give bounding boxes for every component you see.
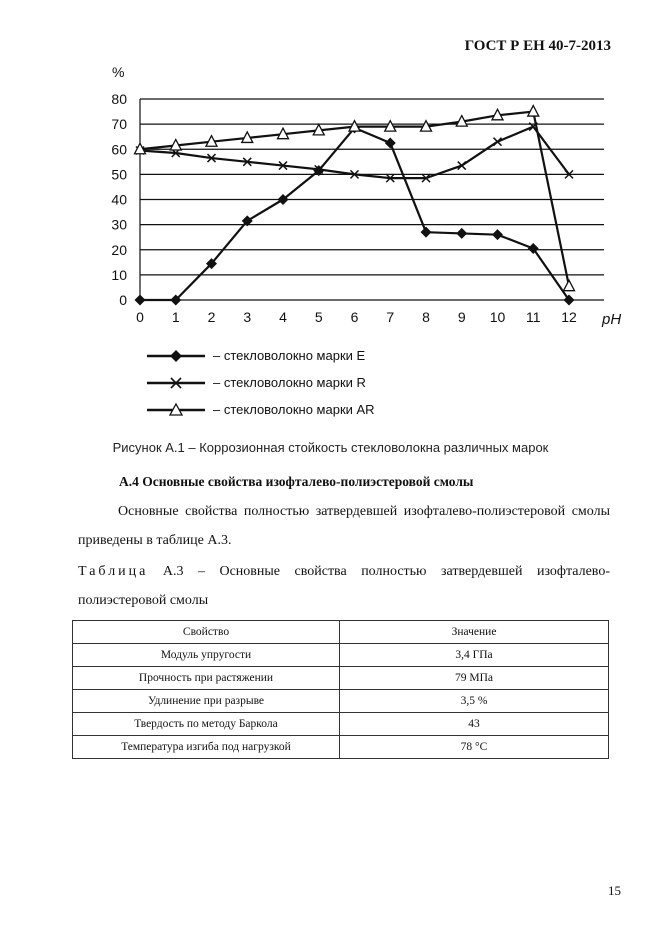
property-cell: Удлинение при разрыве (73, 690, 340, 713)
y-tick-label: 70 (111, 116, 127, 133)
cross-marker-icon (145, 375, 207, 391)
x-axis-label: pH (602, 311, 622, 328)
x-tick-label: 4 (279, 309, 287, 325)
property-cell: Модуль упругости (73, 644, 340, 667)
legend-label-e: – стекловолокно марки E (213, 348, 366, 363)
data-point (492, 229, 503, 240)
data-point (421, 227, 432, 238)
table-title-rest: А.3 – Основные свойства полностью затвердевшей изофталево-полиэстеровой смолы (78, 564, 610, 608)
y-axis-label: % (112, 64, 125, 80)
chart-legend (145, 342, 485, 423)
table-row (73, 690, 609, 713)
legend-item-r (145, 369, 485, 396)
body-paragraph: Основные свойства полностью затвердевшей изофталево-полиэстеровой смолы приведены в таблице А.3. (78, 504, 610, 548)
column-header-value: Значение (340, 621, 609, 644)
value-cell: 43 (340, 713, 609, 736)
series-line-1 (140, 127, 569, 179)
series-line-0 (140, 128, 569, 300)
legend-item-e (145, 342, 485, 369)
x-tick-label: 3 (243, 309, 252, 325)
triangle-marker-icon (145, 402, 207, 418)
property-cell: Температура изгиба под нагрузкой (73, 736, 340, 759)
diamond-marker-icon (145, 348, 207, 364)
page-number: 15 (608, 883, 621, 898)
table-title (78, 557, 610, 615)
legend-label-ar: – стекловолокно марки AR (213, 402, 375, 417)
table-row (73, 644, 609, 667)
figure-caption: Рисунок А.1 – Коррозионная стойкость стекловолокна различных марок (112, 440, 549, 455)
x-tick-label: 12 (561, 309, 577, 325)
x-tick-label: 0 (136, 309, 144, 325)
x-tick-label: 10 (489, 309, 506, 325)
section-title: А.4 Основные свойства изофталево-полиэстеровой смолы (119, 474, 474, 489)
document-header: ГОСТ Р ЕН 40-7-2013 (464, 38, 611, 54)
x-tick-label: 5 (314, 309, 323, 325)
table-title-prefix: Таблица (78, 564, 149, 579)
data-point (456, 228, 467, 239)
property-cell: Прочность при растяжении (73, 667, 340, 690)
value-cell: 79 МПа (340, 667, 609, 690)
x-tick-label: 8 (422, 309, 430, 325)
data-point (564, 280, 575, 291)
x-tick-label: 6 (350, 309, 359, 325)
properties-table (72, 620, 609, 759)
x-tick-label: 11 (525, 309, 541, 325)
y-tick-label: 60 (111, 141, 127, 158)
corrosion-chart (0, 0, 661, 340)
data-point (528, 106, 539, 117)
property-cell: Твердость по методу Баркола (73, 713, 340, 736)
table-row (73, 713, 609, 736)
y-tick-label: 10 (111, 266, 127, 283)
legend-item-ar (145, 396, 485, 423)
column-header-property: Свойство (73, 621, 340, 644)
legend-label-r: – стекловолокно марки R (213, 375, 366, 390)
value-cell: 78 °C (340, 736, 609, 759)
x-tick-label: 2 (207, 309, 216, 325)
table-row (73, 667, 609, 690)
y-tick-label: 20 (111, 241, 127, 258)
y-tick-label: 80 (111, 91, 127, 107)
y-tick-label: 40 (111, 191, 127, 208)
data-point (135, 295, 146, 306)
x-tick-label: 7 (386, 309, 395, 325)
table-row (73, 736, 609, 759)
data-point (385, 137, 396, 148)
x-tick-label: 9 (457, 309, 466, 325)
y-tick-label: 50 (111, 166, 127, 183)
y-tick-label: 0 (119, 292, 127, 308)
value-cell: 3,4 ГПа (340, 644, 609, 667)
x-tick-label: 1 (171, 309, 180, 325)
y-tick-label: 30 (111, 216, 127, 233)
value-cell: 3,5 % (340, 690, 609, 713)
table-header-row (73, 621, 609, 644)
